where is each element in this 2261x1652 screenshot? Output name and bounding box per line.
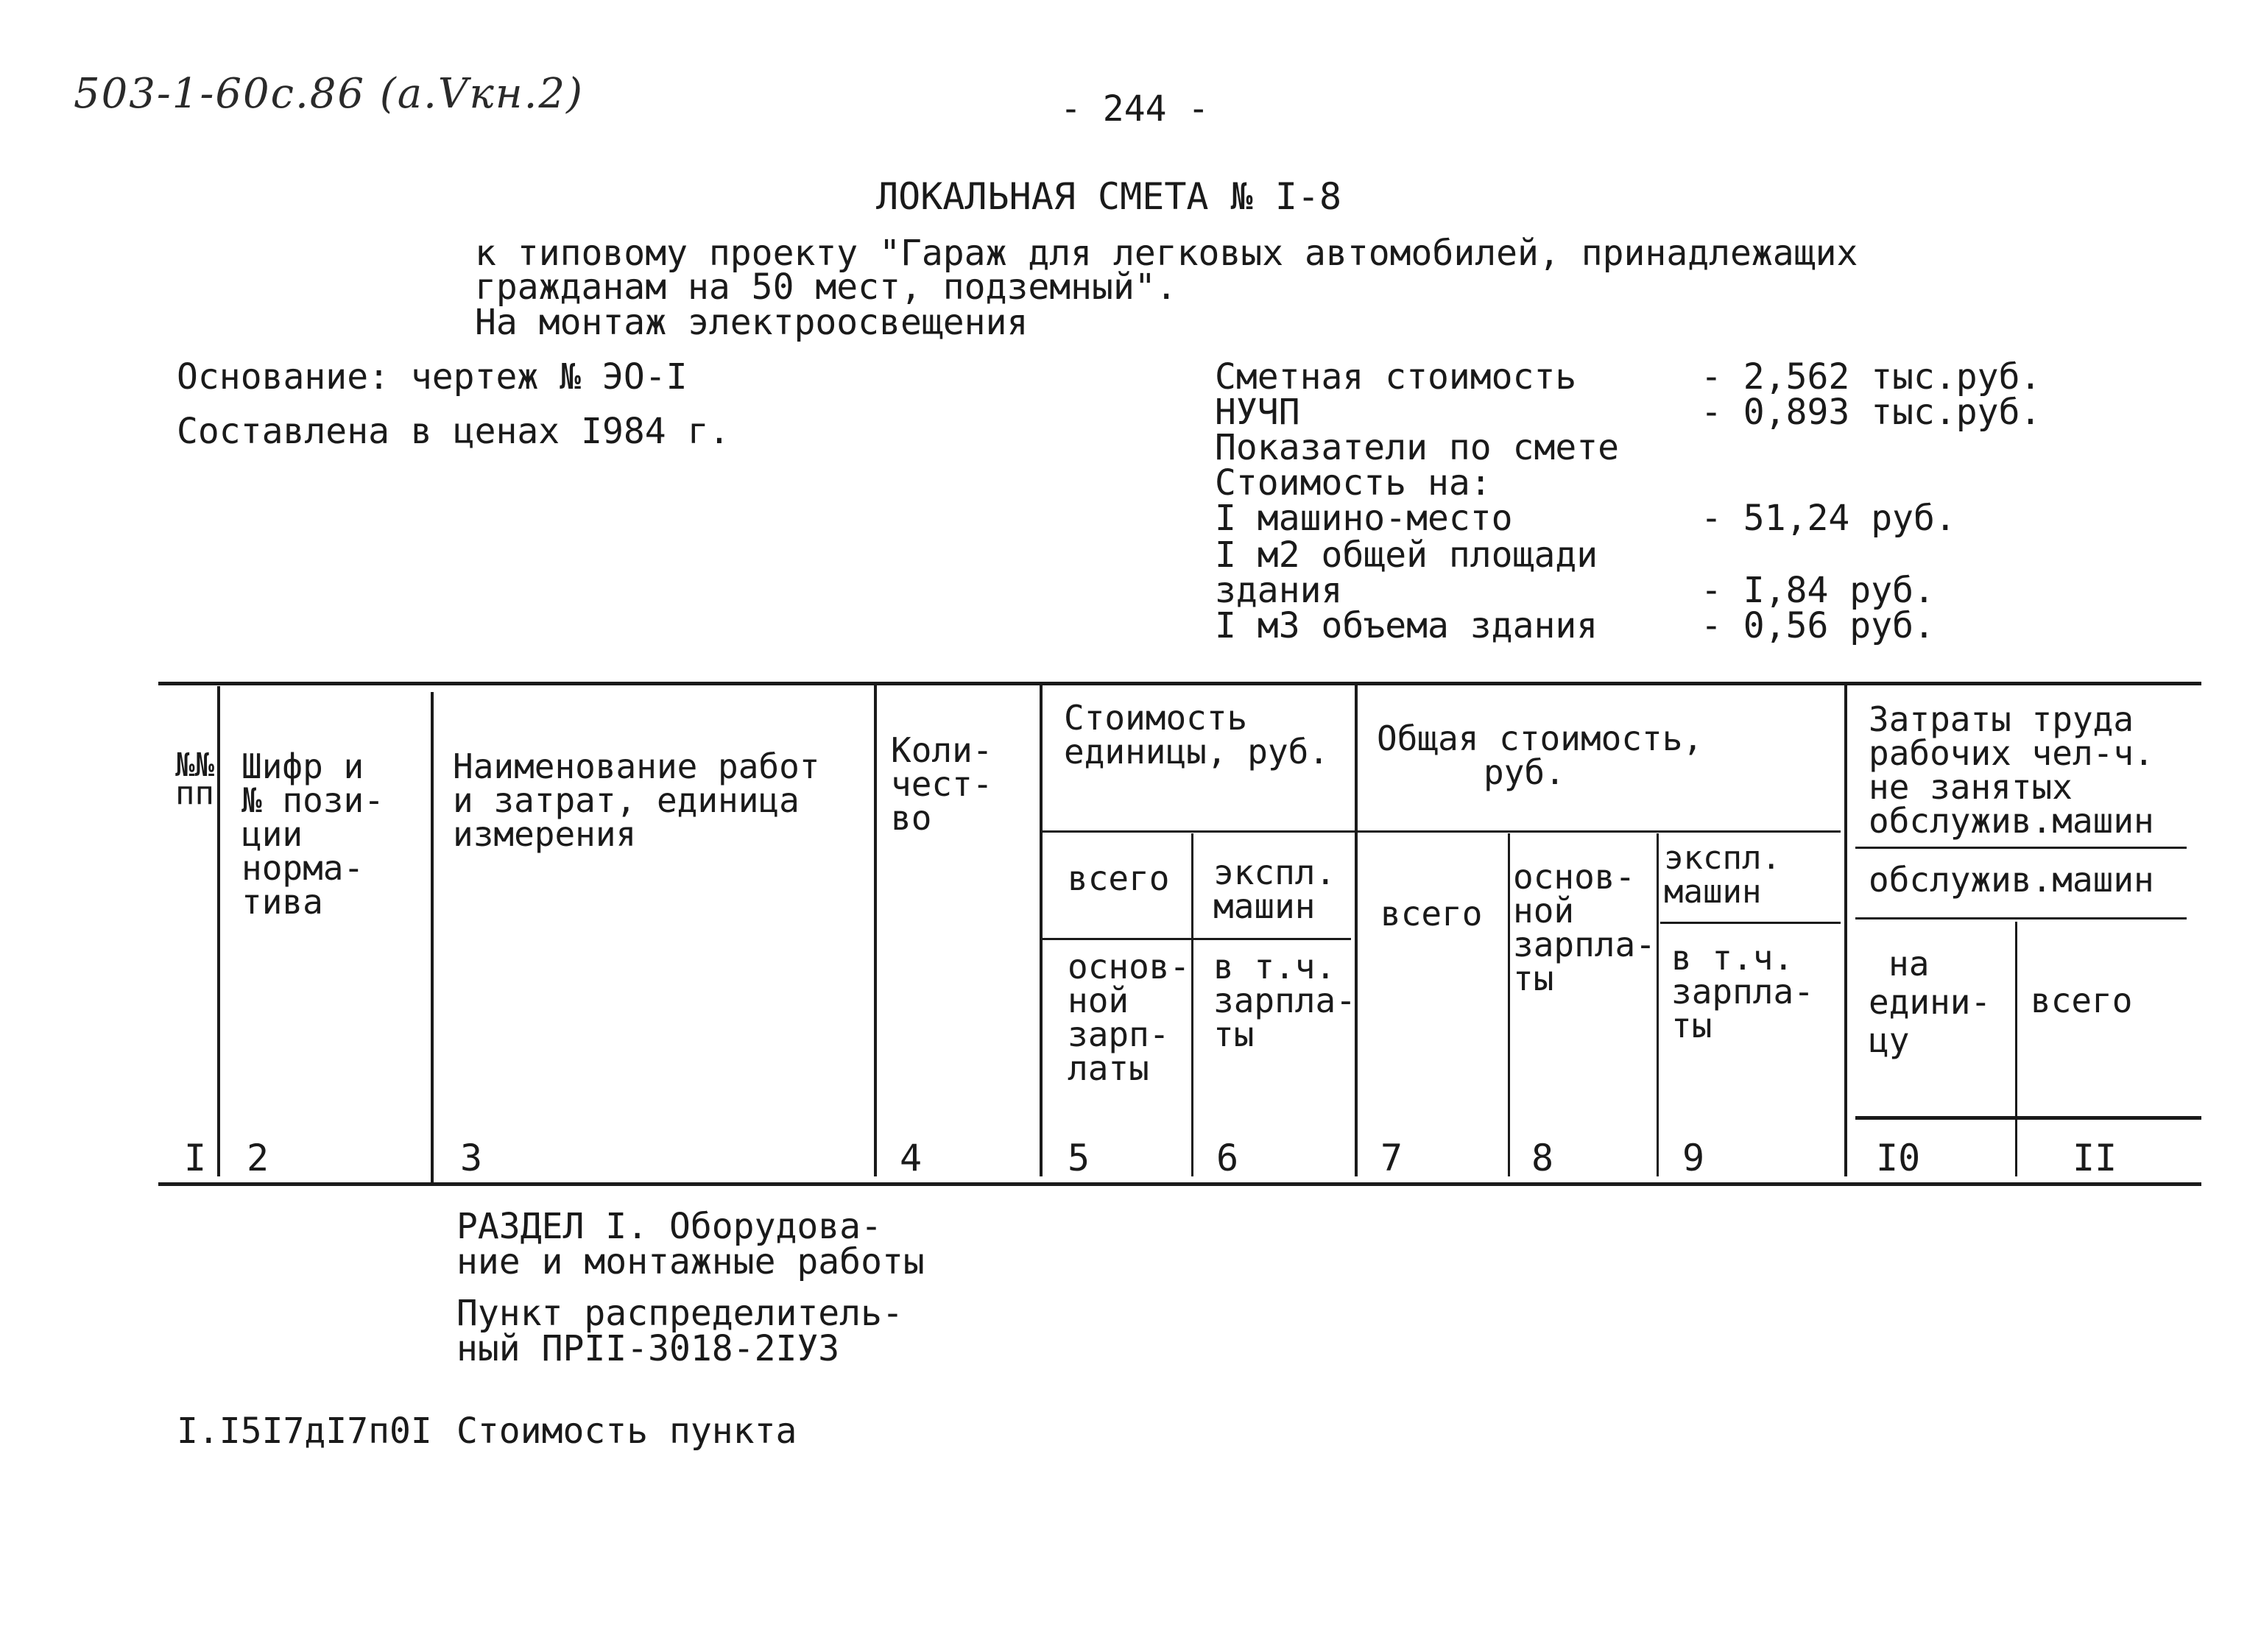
column-number: 8 [1531,1137,1554,1179]
col-divider-10 [2015,922,2017,1176]
column-number: 7 [1380,1137,1403,1179]
col-divider-2 [431,692,434,1182]
column-number: 4 [900,1137,923,1179]
per-m2-label-2: здания [1215,570,1343,611]
item-heading-2: ный ПРII-3018-2IУ3 [456,1328,840,1369]
header-total-base-3: зарпла- [1513,925,1656,964]
header-unit-incl-3: ты [1213,1014,1255,1054]
header-unit-incl-2: зарпла- [1213,981,1356,1020]
col-divider-6 [1355,682,1358,1176]
header-total-base-1: основ- [1513,857,1636,897]
section-heading-2: ние и монтажные работы [456,1241,925,1282]
estimated-cost-value: - 2,562 тыс.руб. [1701,356,2042,398]
cost-for-label: Стоимость на: [1215,462,1492,504]
per-m2-label-1: I м2 общей площади [1215,534,1598,576]
column-number: 3 [460,1137,483,1179]
header-unit-base-4: латы [1068,1048,1149,1088]
page-number: - 244 - [1060,88,1210,130]
subtitle-line-3: На монтаж электроосвещения [475,302,1029,343]
header-labor-1: Затраты труда [1869,699,2134,739]
header-row-number-2: пп [175,774,214,812]
document-title: ЛОКАЛЬНАЯ СМЕТА № I-8 [876,175,1342,218]
subtitle-line-1: к типовому проекту "Гараж для легковых автомобилей, принадлежащих [475,233,1858,274]
header-unit-cost-1: Стоимость [1064,698,1248,738]
header-labor-4: обслужив.машин [1869,801,2154,841]
header-unit-machines-1: экспл. [1213,853,1336,892]
header-name-3: измерения [453,814,637,854]
column-number: I [184,1137,207,1179]
basis-prices: Составлена в ценах I984 г. [177,411,730,452]
header-code-3: ции [241,814,303,854]
header-unit-base-2: ной [1068,981,1129,1020]
column-number: 5 [1068,1137,1090,1179]
basis-drawing: Основание: чертеж № ЭО-I [177,356,688,398]
nuchp-label: НУЧП [1215,392,1300,433]
header-unit-base-3: зарп- [1068,1014,1170,1054]
header-unit-cost-2: единицы, руб. [1064,732,1330,772]
header-total-base-4: ты [1513,959,1554,998]
header-labor-sub: обслужив.машин [1869,860,2154,900]
row-name: Стоимость пункта [456,1411,797,1452]
rule-under-group-headers [1042,830,1841,833]
section-heading-1: РАЗДЕЛ I. Оборудова- [456,1206,882,1247]
header-total-incl-2: зарпла- [1671,972,1814,1012]
header-unit-incl-1: в т.ч. [1213,947,1336,986]
header-total-incl-1: в т.ч. [1671,938,1794,978]
header-total-base-2: ной [1513,891,1575,931]
row-code: I.I5I7дI7п0I [177,1411,432,1452]
table-top-rule [158,682,2201,685]
header-code-2: № пози- [241,780,384,820]
col-divider-1 [217,686,220,1176]
header-labor-3: не занятых [1869,767,2073,807]
column-number: 9 [1682,1137,1705,1179]
subtitle-line-2: гражданам на 50 мест, подземный". [475,266,1177,308]
column-number: II [2073,1137,2117,1179]
header-qty-2: чест- [891,764,993,804]
header-code-4: норма- [241,848,364,888]
rule-under-labor-header [1855,847,2187,849]
header-labor-unit-3: цу [1869,1020,1910,1060]
header-labor-unit-2: едини- [1869,982,1992,1022]
handwritten-reference: 503-1-60с.86 (а.Vкн.2) [74,70,584,118]
col-divider-8 [1657,833,1659,1176]
header-total-cost-2: руб. [1484,752,1565,792]
header-code-1: Шифр и [241,746,364,786]
per-m3-label: I м3 объема здания [1215,605,1598,646]
column-number: 2 [247,1137,269,1179]
header-row-number-1: №№ [175,746,214,784]
per-parking-value: - 51,24 руб. [1701,498,1956,539]
header-unit-total: всего [1068,858,1170,898]
header-qty-3: во [891,798,932,838]
nuchp-value: - 0,893 тыс.руб. [1701,392,2042,433]
per-m3-value: - 0,56 руб. [1701,605,1935,646]
header-unit-machines-2: машин [1213,886,1316,926]
header-total-total: всего [1380,894,1483,933]
column-number: I0 [1876,1137,1921,1179]
header-total-cost-1: Общая стоимость, [1377,719,1704,758]
per-parking-label: I машино-место [1215,498,1513,539]
header-code-5: тива [241,882,323,922]
per-m2-value: - I,84 руб. [1701,570,1935,611]
rule-under-labor-sub [1855,917,2187,919]
col-divider-5 [1191,833,1193,1176]
estimated-cost-label: Сметная стоимость [1215,356,1577,398]
col-divider-3 [874,682,877,1176]
item-heading-1: Пункт распределитель- [456,1293,903,1334]
header-name-2: и затрат, единица [453,780,800,820]
header-total-machines-2: машин [1664,873,1762,911]
header-labor-2: рабочих чел-ч. [1869,733,2154,773]
column-number: 6 [1216,1137,1239,1179]
header-labor-unit-1: на [1888,944,1930,984]
col-divider-9 [1844,682,1847,1176]
rule-under-unit-cost-row [1042,938,1351,940]
header-total-incl-3: ты [1671,1006,1712,1045]
col-divider-4 [1040,682,1043,1176]
rule-under-machines-row [1660,922,1841,924]
header-total-machines-1: экспл. [1664,839,1781,877]
rule-under-numbers [158,1182,2201,1186]
header-unit-base-1: основ- [1068,947,1191,986]
col-divider-7 [1508,833,1510,1176]
header-labor-total: всего [2031,981,2133,1020]
header-name-1: Наименование работ [453,746,820,786]
indicators-label: Показатели по смете [1215,427,1620,468]
header-qty-1: Коли- [891,730,993,770]
rule-above-numbers-right [1855,1116,2201,1120]
